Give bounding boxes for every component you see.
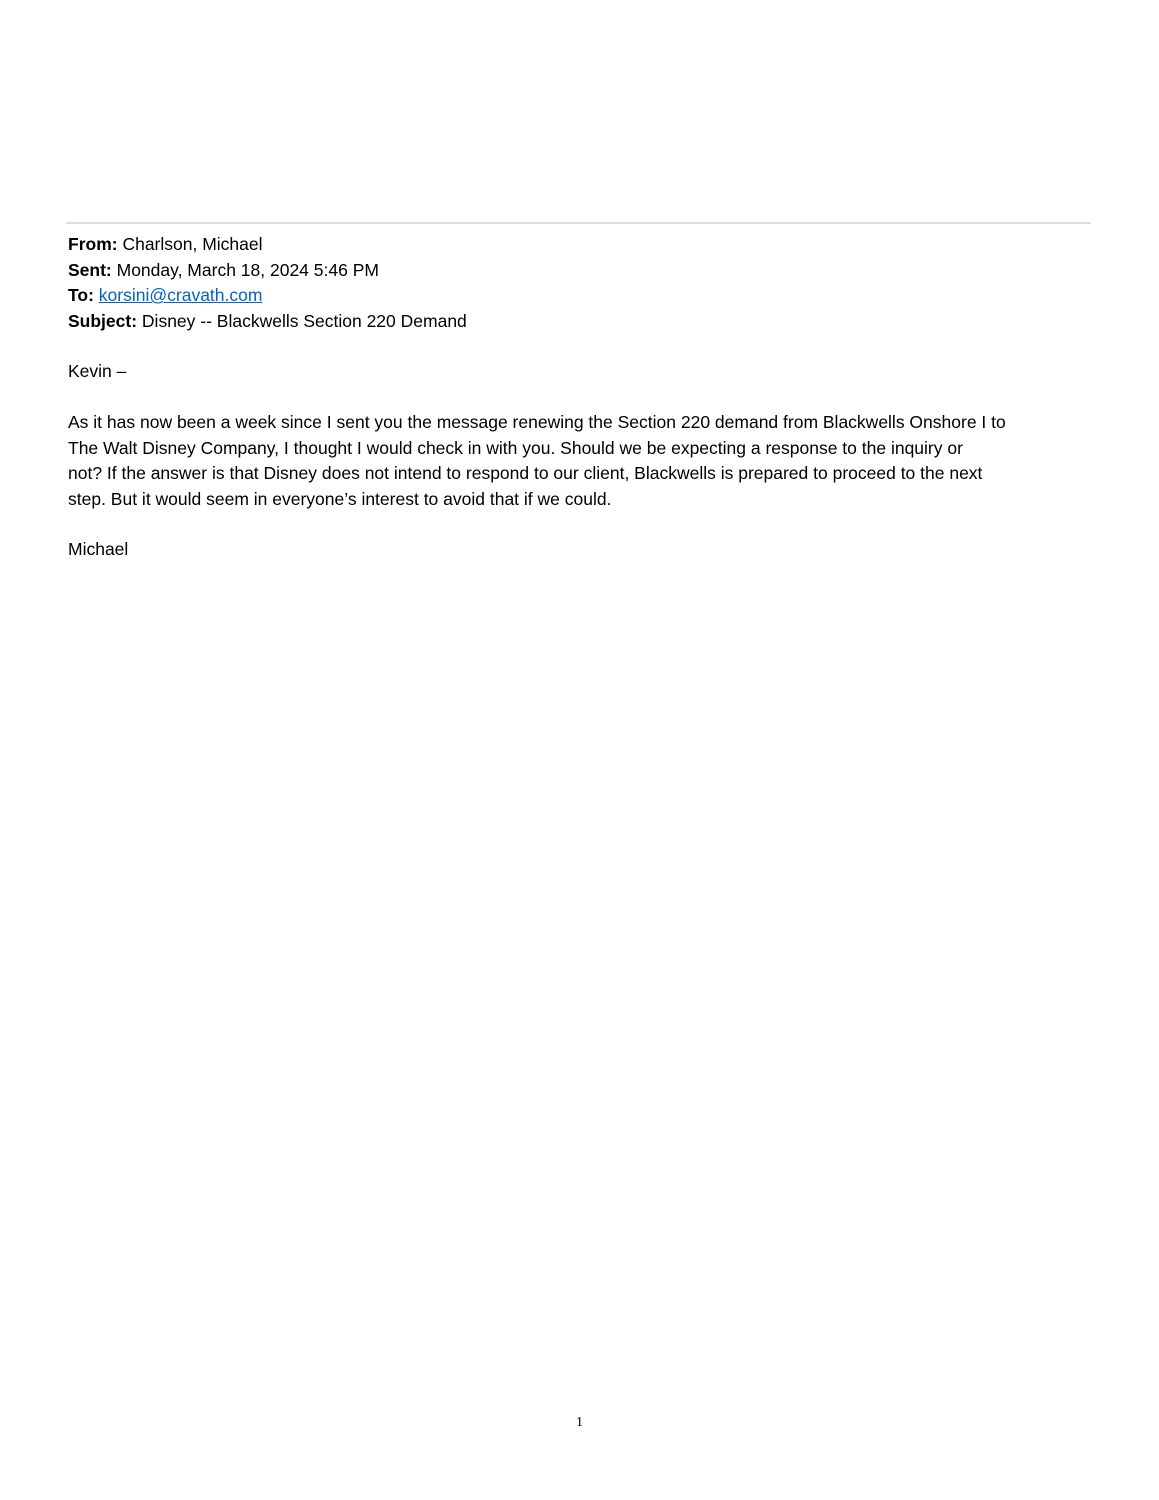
to-label: To:: [68, 285, 94, 305]
signature: Michael: [68, 539, 129, 559]
email-header: [68, 232, 1088, 334]
paragraph-line: The Walt Disney Company, I thought I would check in with you. Should we be expecting a response to the inquiry or: [68, 437, 963, 458]
sent-label: Sent:: [68, 259, 112, 280]
page-number: 1: [576, 1415, 583, 1430]
to-row: [68, 283, 1088, 309]
to-email-link[interactable]: korsini@cravath.com: [98, 285, 263, 305]
salutation: Kevin –: [68, 361, 127, 381]
paragraph-line: step. But it would seem in everyone’s interest to avoid that if we could.: [68, 488, 612, 509]
subject-label: Subject:: [68, 310, 138, 331]
from-row: [68, 232, 1088, 258]
message-paragraph: [68, 410, 1090, 512]
header-divider: [66, 222, 1091, 224]
from-label: From:: [68, 234, 118, 254]
paragraph-line: As it has now been a week since I sent you the message renewing the Section 220 demand from Blackwells Onshore I to: [68, 412, 1006, 432]
sent-value: Monday, March 18, 2024 5:46 PM: [116, 259, 379, 280]
subject-row: [68, 309, 1088, 335]
subject-value: Disney -- Blackwells Section 220 Demand: [141, 310, 467, 331]
sent-row: [68, 258, 1088, 284]
paragraph-line: not? If the answer is that Disney does not intend to respond to our client, Blackwells is prepared to proceed to the next: [68, 463, 983, 483]
from-value: Charlson, Michael: [122, 234, 263, 254]
